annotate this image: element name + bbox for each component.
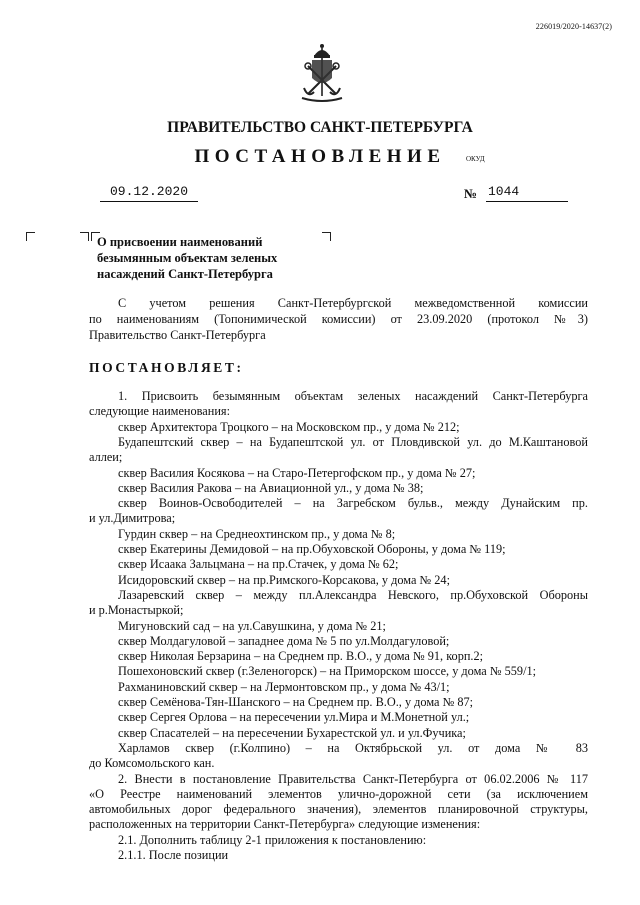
body-line: 2. Внести в постановление Правительства Санкт-Петербурга от 06.02.2006 № 117 — [118, 771, 588, 786]
subject-corner-mark — [322, 232, 331, 241]
body-line: сквер Семёнова-Тян-Шанского – на Среднем пр. В.О., у дома № 87; — [118, 695, 474, 709]
body-line: «О Реестре наименований элементов улично-дорожной сети (за исключением — [89, 786, 588, 801]
preamble-line: С учетом решения Санкт-Петербургской межведомственной комиссии — [118, 296, 588, 310]
body-line: Гурдин сквер – на Среднеохтинском пр., у дома № 8; — [118, 526, 396, 541]
okud-label: ОКУД — [466, 155, 485, 163]
document-date: 09.12.2020 — [110, 184, 189, 199]
document-type-title: ПОСТАНОВЛЕНИЕ — [194, 146, 446, 167]
document-number-value: 1044 — [488, 184, 520, 199]
body-line: сквер Молдагуловой – западнее дома № 5 по ул.Молдагуловой; — [118, 633, 450, 648]
body-line: 2.1.1. После позиции — [118, 848, 229, 862]
body-line: автомобильных дорог федерального значения), элементов планировочной структуры, — [89, 802, 588, 817]
decree-heading: ПОСТАНОВЛЯЕТ: — [89, 360, 244, 375]
number-label: № — [464, 186, 478, 201]
body-line: Будапештский сквер – на Будапештской ул. от Пловдивской ул. до М.Каштановой — [118, 434, 588, 449]
preamble-line: по наименованиям (Топонимической комиссии) от 23.09.2020 (протокол №3) — [89, 312, 588, 326]
coat-of-arms-emblem — [296, 42, 348, 104]
body-line: сквер Воинов-Освободителей – на Загребском бульв., между Дунайским пр. — [118, 496, 588, 511]
body-line: сквер Екатерины Демидовой – на пр.Обуховской Обороны, у дома № 119; — [118, 542, 506, 556]
body-line: Рахманиновский сквер – на Лермонтовском пр., у дома № 43/1; — [118, 679, 450, 694]
body-line: сквер Сергея Орлова – на пересечении ул.Мира и М.Монетной ул.; — [118, 710, 470, 725]
body-line: Харламов сквер (г.Колпино) – на Октябрьской ул. от дома № 83 — [118, 740, 588, 755]
body-line: Лазаревский сквер – между пл.Александра Невского, пр.Обуховской Обороны — [118, 587, 588, 602]
margin-corner-mark — [26, 232, 35, 241]
preamble-line: Правительство Санкт-Петербурга — [89, 328, 266, 342]
body-line: Мигуновский сад – на ул.Савушкина, у дома № 21; — [118, 618, 386, 633]
government-title: ПРАВИТЕЛЬСТВО САНКТ-ПЕТЕРБУРГА — [167, 119, 473, 136]
body-line: сквер Спасателей – на пересечении Бухарестской ул. и ул.Фучика; — [118, 725, 466, 740]
body-line: до Комсомольского кан. — [89, 756, 215, 771]
subject-line: О присвоении наименований — [97, 235, 263, 249]
document-number: 226019/2020-14637(2) — [535, 22, 612, 31]
body-line: сквер Архитектора Троцкого – на Московском пр., у дома № 212; — [118, 419, 460, 434]
date-underline — [100, 201, 198, 202]
body-line: сквер Василия Косякова – на Старо-Петергофском пр., у дома № 27; — [118, 465, 476, 480]
body-line: сквер Николая Берзарина – на Среднем пр. В.О., у дома № 91, корп.2; — [118, 649, 484, 664]
body-line: Пошехоновский сквер (г.Зеленогорск) – на Приморском шоссе, у дома № 559/1; — [118, 664, 537, 679]
body-line: 2.1. Дополнить таблицу 2-1 приложения к постановлению: — [118, 832, 427, 847]
document-subject — [97, 234, 277, 282]
body-line: сквер Исаака Зальцмана – на пр.Стачек, у дома № 62; — [118, 557, 399, 572]
body-line: аллеи; — [89, 450, 123, 465]
body-line: и ул.Димитрова; — [89, 511, 176, 526]
body-line: расположенных на территории Санкт-Петербурга» следующие изменения: — [89, 817, 481, 832]
body-line: 1. Присвоить безымянным объектам зеленых насаждений Санкт-Петербурга — [118, 389, 588, 403]
body-line: сквер Василия Ракова – на Авиационной ул., у дома № 38; — [118, 480, 424, 495]
subject-line: безымянным объектам зеленых — [97, 251, 278, 265]
margin-corner-mark — [80, 232, 89, 241]
number-underline — [486, 201, 568, 202]
body-line: Исидоровский сквер – на пр.Римского-Корсакова, у дома № 24; — [118, 572, 450, 587]
body-line: следующие наименования: — [89, 404, 230, 419]
subject-line: насаждений Санкт-Петербурга — [97, 267, 273, 281]
body-line: и р.Монастыркой; — [89, 603, 184, 618]
